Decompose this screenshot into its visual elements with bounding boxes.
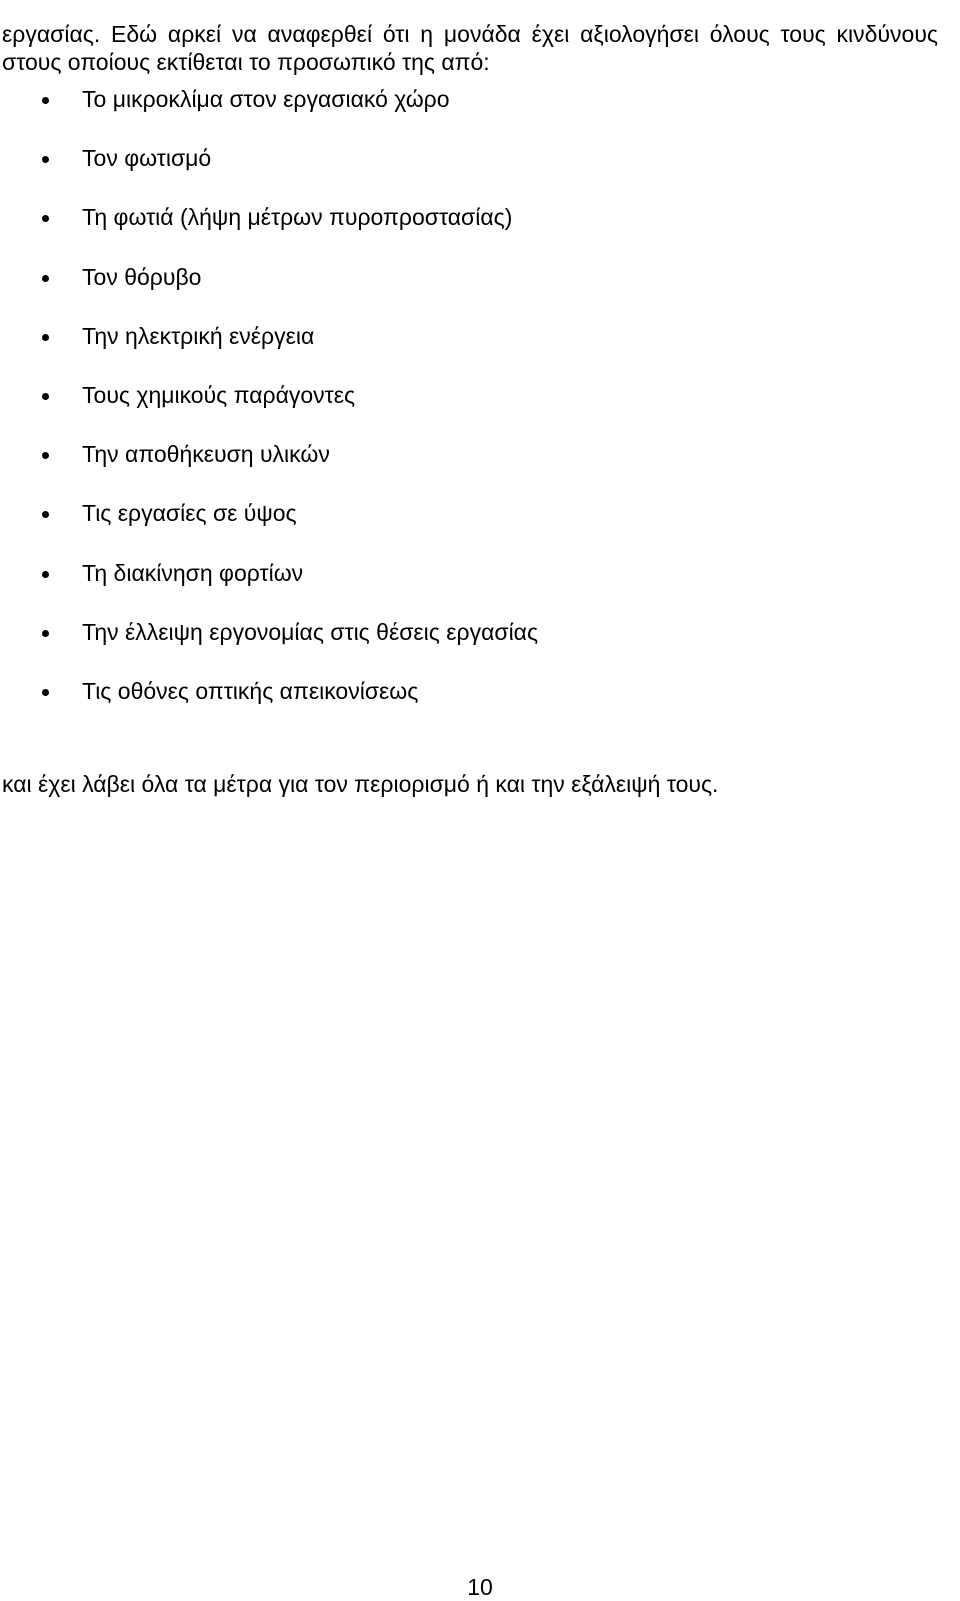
list-item-text: Την ηλεκτρική ενέργεια — [82, 322, 315, 349]
list-item-text: Τις εργασίες σε ύψος — [82, 500, 297, 527]
list-item-text: Τις οθόνες οπτικής απεικονίσεως — [82, 677, 419, 704]
list-item — [0, 559, 960, 618]
list-item-text: Την αποθήκευση υλικών — [82, 441, 330, 468]
bullet-icon — [42, 156, 49, 163]
list-item — [0, 203, 960, 262]
list-item-text: Τη διακίνηση φορτίων — [82, 559, 304, 586]
list-item — [0, 499, 960, 558]
list-item-text: Την έλλειψη εργονομίας στις θέσεις εργασίας — [82, 618, 539, 645]
list-item-text: Τον φωτισμό — [82, 145, 212, 172]
list-item — [0, 322, 960, 381]
list-item — [0, 440, 960, 499]
list-item — [0, 677, 960, 736]
closing-paragraph: και έχει λάβει όλα τα μέτρα για τον περιορισμό ή και την εξάλειψή τους. — [2, 771, 719, 797]
bullet-icon — [42, 393, 49, 400]
list-item — [0, 144, 960, 203]
list-item-text: Τους χημικούς παράγοντες — [82, 381, 356, 408]
bullet-icon — [42, 511, 49, 518]
list-item — [0, 618, 960, 677]
list-item-text: Τη φωτιά (λήψη μέτρων πυροπροστασίας) — [82, 204, 513, 231]
bullet-icon — [42, 452, 49, 459]
list-item — [0, 381, 960, 440]
bullet-icon — [42, 215, 49, 222]
bullet-icon — [42, 571, 49, 578]
bullet-icon — [42, 97, 49, 104]
bullet-icon — [42, 275, 49, 282]
intro-paragraph: εργασίας. Εδώ αρκεί να αναφερθεί ότι η μονάδα έχει αξιολογήσει όλους τους κινδύνους στους οποίους εκτίθεται το προσωπικό της από: — [2, 21, 938, 75]
list-item-text: Το μικροκλίμα στον εργασιακό χώρο — [82, 86, 450, 112]
bullet-icon — [42, 630, 49, 637]
bullet-icon — [42, 689, 49, 696]
list-item-text: Τον θόρυβο — [82, 263, 202, 290]
list-item — [0, 263, 960, 322]
risk-list — [0, 85, 960, 736]
page-number: 10 — [467, 1574, 493, 1600]
bullet-icon — [42, 334, 49, 341]
list-item — [0, 85, 960, 144]
